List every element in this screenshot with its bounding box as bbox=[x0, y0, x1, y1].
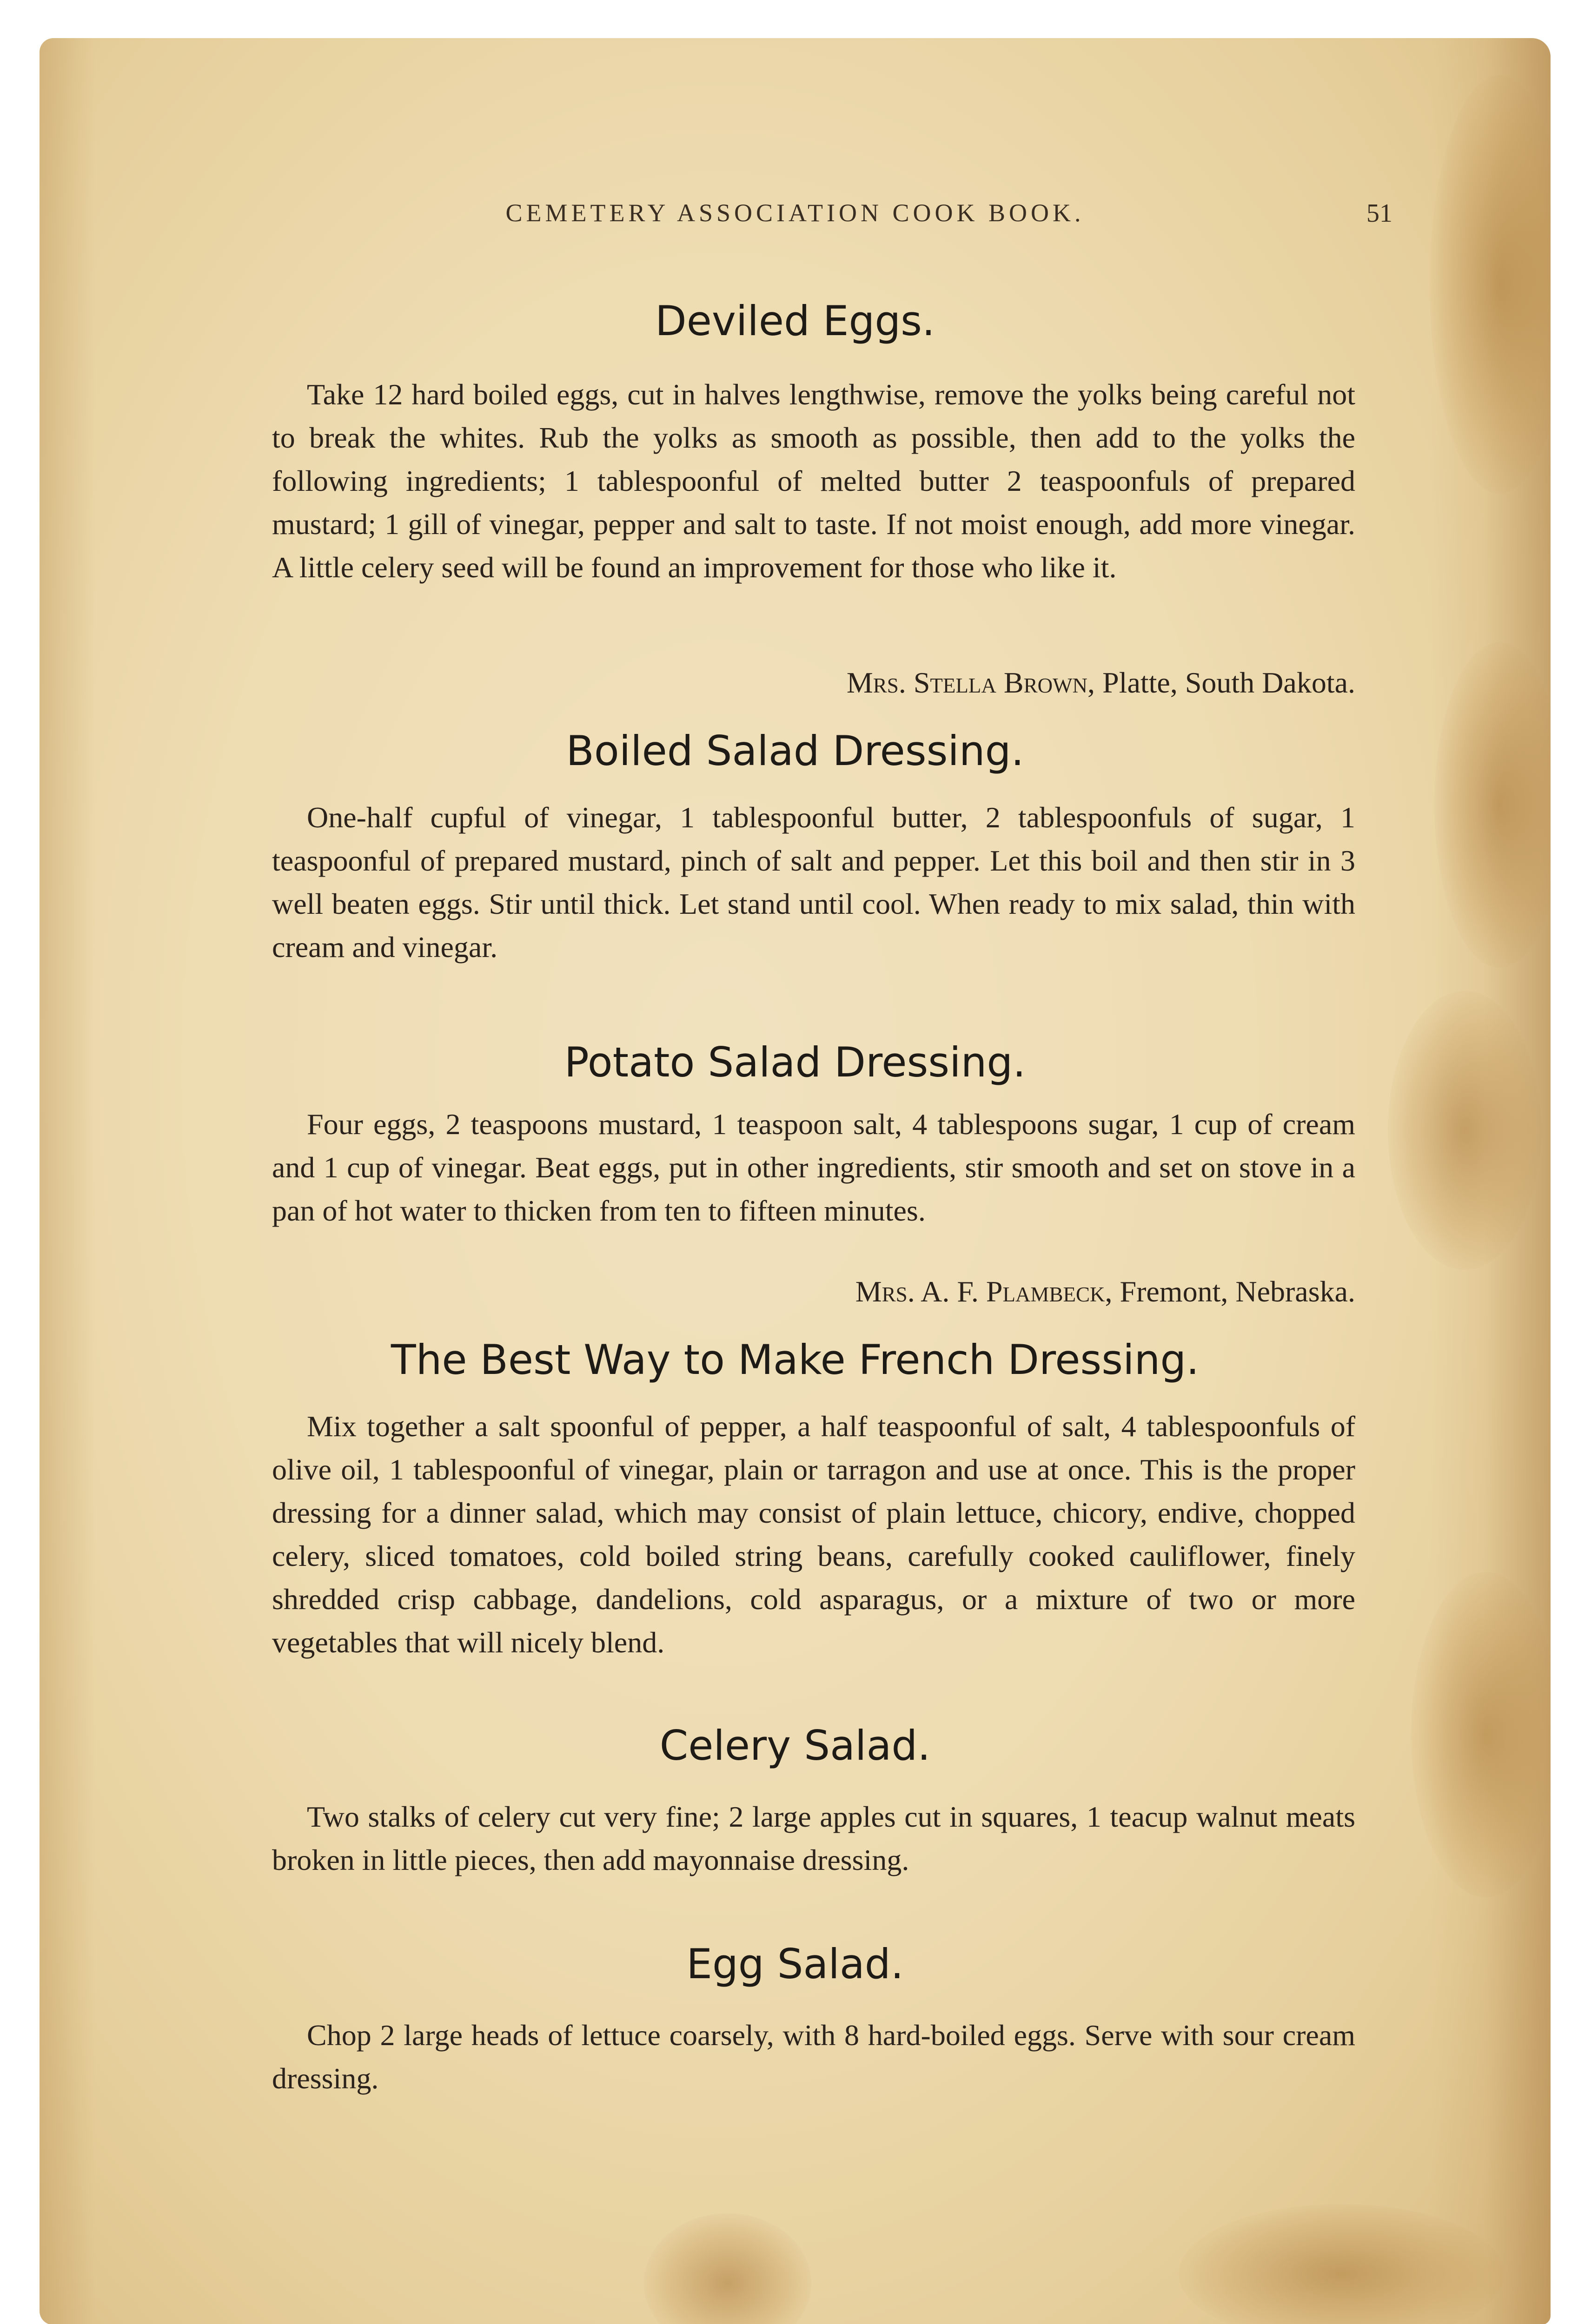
attribution-name: Mrs. Stella Brown, bbox=[846, 666, 1095, 699]
recipe-text: Mix together a salt spoonful of pepper, a half teaspoonful of salt, 4 tablespoonfuls of olive oil, 1 tablespoonful of vinegar, plain or tarragon and use at once. This is the proper dressing for a dinner salad, which may consist of plain lettuce, chicory, endive, chopped celery, sliced tomatoes, cold boiled string beans, carefully cooked cauliflower, finely shredded crisp cabbage, dandelions, cold asparagus, or a mixture of two or more vegetables that will nicely blend. bbox=[272, 1410, 1355, 1659]
recipe-text: One-half cupful of vinegar, 1 tablespoonful butter, 2 tablespoonfuls of sugar, 1 teaspoonful of prepared mustard, pinch of salt and pepper. Let this boil and then stir in 3 well beaten eggs. Stir until thick. Let stand until cool. When ready to mix salad, thin with cream and vinegar. bbox=[272, 801, 1355, 964]
page-content bbox=[40, 38, 1551, 2324]
running-header bbox=[40, 198, 1551, 231]
recipe-text: Four eggs, 2 teaspoons mustard, 1 teaspoon salt, 4 tablespoons sugar, 1 cup of cream and 1 cup of vinegar. Beat eggs, put in other ingredients, stir smooth and set on stove in a pan of hot water to thicken from ten to fifteen minutes. bbox=[272, 1108, 1355, 1227]
attribution-place: Platte, South Dakota. bbox=[1102, 666, 1355, 699]
recipe-text: Take 12 hard boiled eggs, cut in halves lengthwise, remove the yolks being careful not to break the whites. Rub the yolks as smooth as possible, then add to the yolks the following ingredients; 1 tablespoonful of melted butter 2 teaspoonfuls of prepared mustard; 1 gill of vinegar, pepper and salt to taste. If not moist enough, add more vinegar. A little celery seed will be found an improvement for those who like it. bbox=[272, 378, 1355, 584]
recipe-title: Potato Salad Dressing. bbox=[564, 1038, 1026, 1086]
recipe-title: The Best Way to Make French Dressing. bbox=[391, 1336, 1200, 1384]
attribution-place: Fremont, Nebraska. bbox=[1120, 1275, 1355, 1308]
recipe-text: Chop 2 large heads of lettuce coarsely, with 8 hard-boiled eggs. Serve with sour cream dressing. bbox=[272, 2019, 1355, 2095]
recipe-attribution bbox=[847, 666, 1355, 700]
recipe-title: Deviled Eggs. bbox=[655, 297, 935, 345]
recipe-title: Egg Salad. bbox=[686, 1940, 904, 1988]
recipe-title: Boiled Salad Dressing. bbox=[566, 727, 1024, 775]
book-title: CEMETERY ASSOCIATION COOK BOOK. bbox=[505, 199, 1085, 227]
recipe-title: Celery Salad. bbox=[659, 1722, 931, 1769]
book-page bbox=[40, 38, 1551, 2324]
attribution-name: Mrs. A. F. Plambeck, bbox=[855, 1275, 1113, 1308]
recipe-text: Two stalks of celery cut very fine; 2 large apples cut in squares, 1 teacup walnut meats broken in little pieces, then add mayonnaise dressing. bbox=[272, 1800, 1355, 1876]
page-number: 51 bbox=[1366, 199, 1392, 228]
recipe-attribution bbox=[855, 1274, 1355, 1309]
